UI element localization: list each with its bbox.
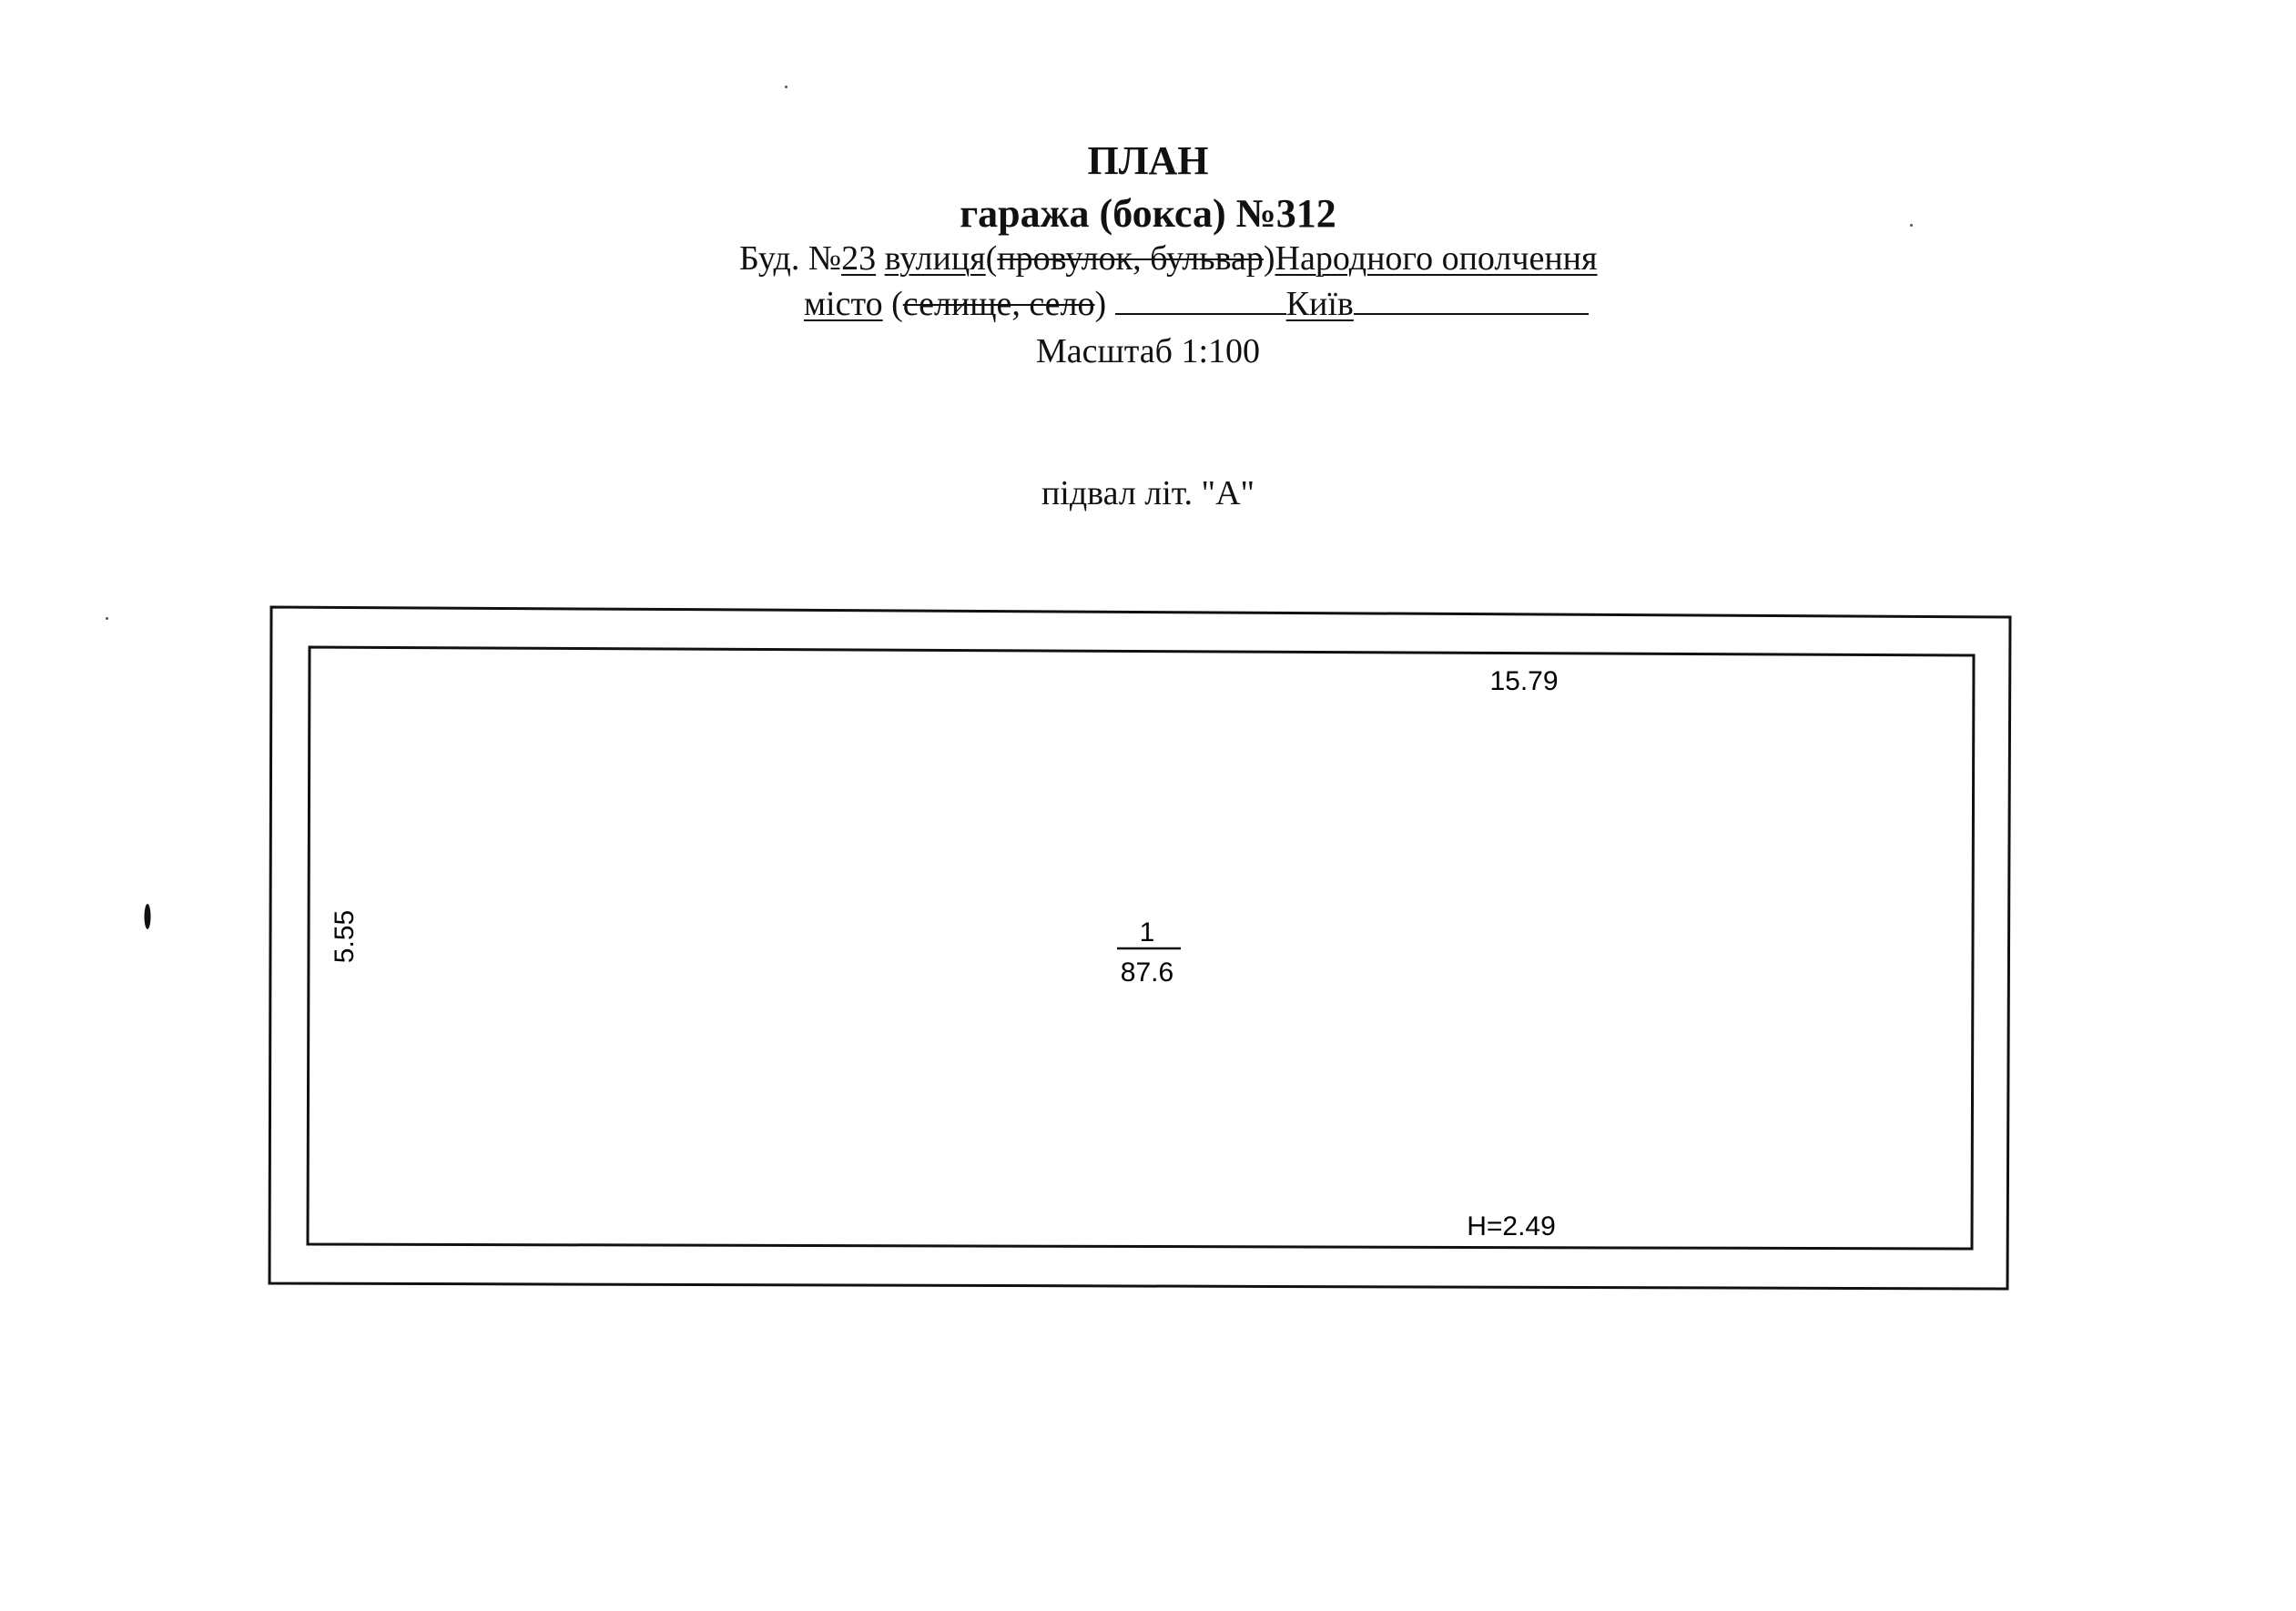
scan-mark: [145, 904, 151, 929]
city-name: Київ: [1285, 285, 1354, 323]
address-line: Буд. №23 вулиця(провулок, бульвар)Народного ополчення: [739, 239, 1598, 278]
floor-label: підвал літ. "А": [1041, 474, 1255, 512]
document-subtitle: гаража (бокса) №312: [960, 191, 1336, 236]
street-type: вулиця: [884, 239, 986, 278]
room-number: 1: [1139, 917, 1155, 947]
speck: [1910, 224, 1913, 227]
street-type-struck: провулок, бульвар: [997, 239, 1264, 278]
document-title: ПЛАН: [1087, 138, 1209, 183]
settlement-type-struck: селище, село: [902, 285, 1095, 323]
street-name: Народного ополчення: [1275, 239, 1598, 278]
width-dimension: 5.55: [330, 909, 360, 964]
settlement-type: місто: [804, 285, 883, 323]
speck: [106, 617, 108, 620]
height-dimension: H=2.49: [1467, 1211, 1556, 1241]
bud-prefix: Буд. №: [739, 239, 842, 278]
length-dimension: 15.79: [1489, 666, 1559, 696]
scale-label: Масштаб 1:100: [1035, 332, 1261, 370]
building-number: 23: [841, 239, 877, 278]
city-line: місто (селище, село) Київ: [804, 282, 1589, 324]
room-area: 87.6: [1120, 957, 1174, 988]
speck: [785, 86, 787, 88]
